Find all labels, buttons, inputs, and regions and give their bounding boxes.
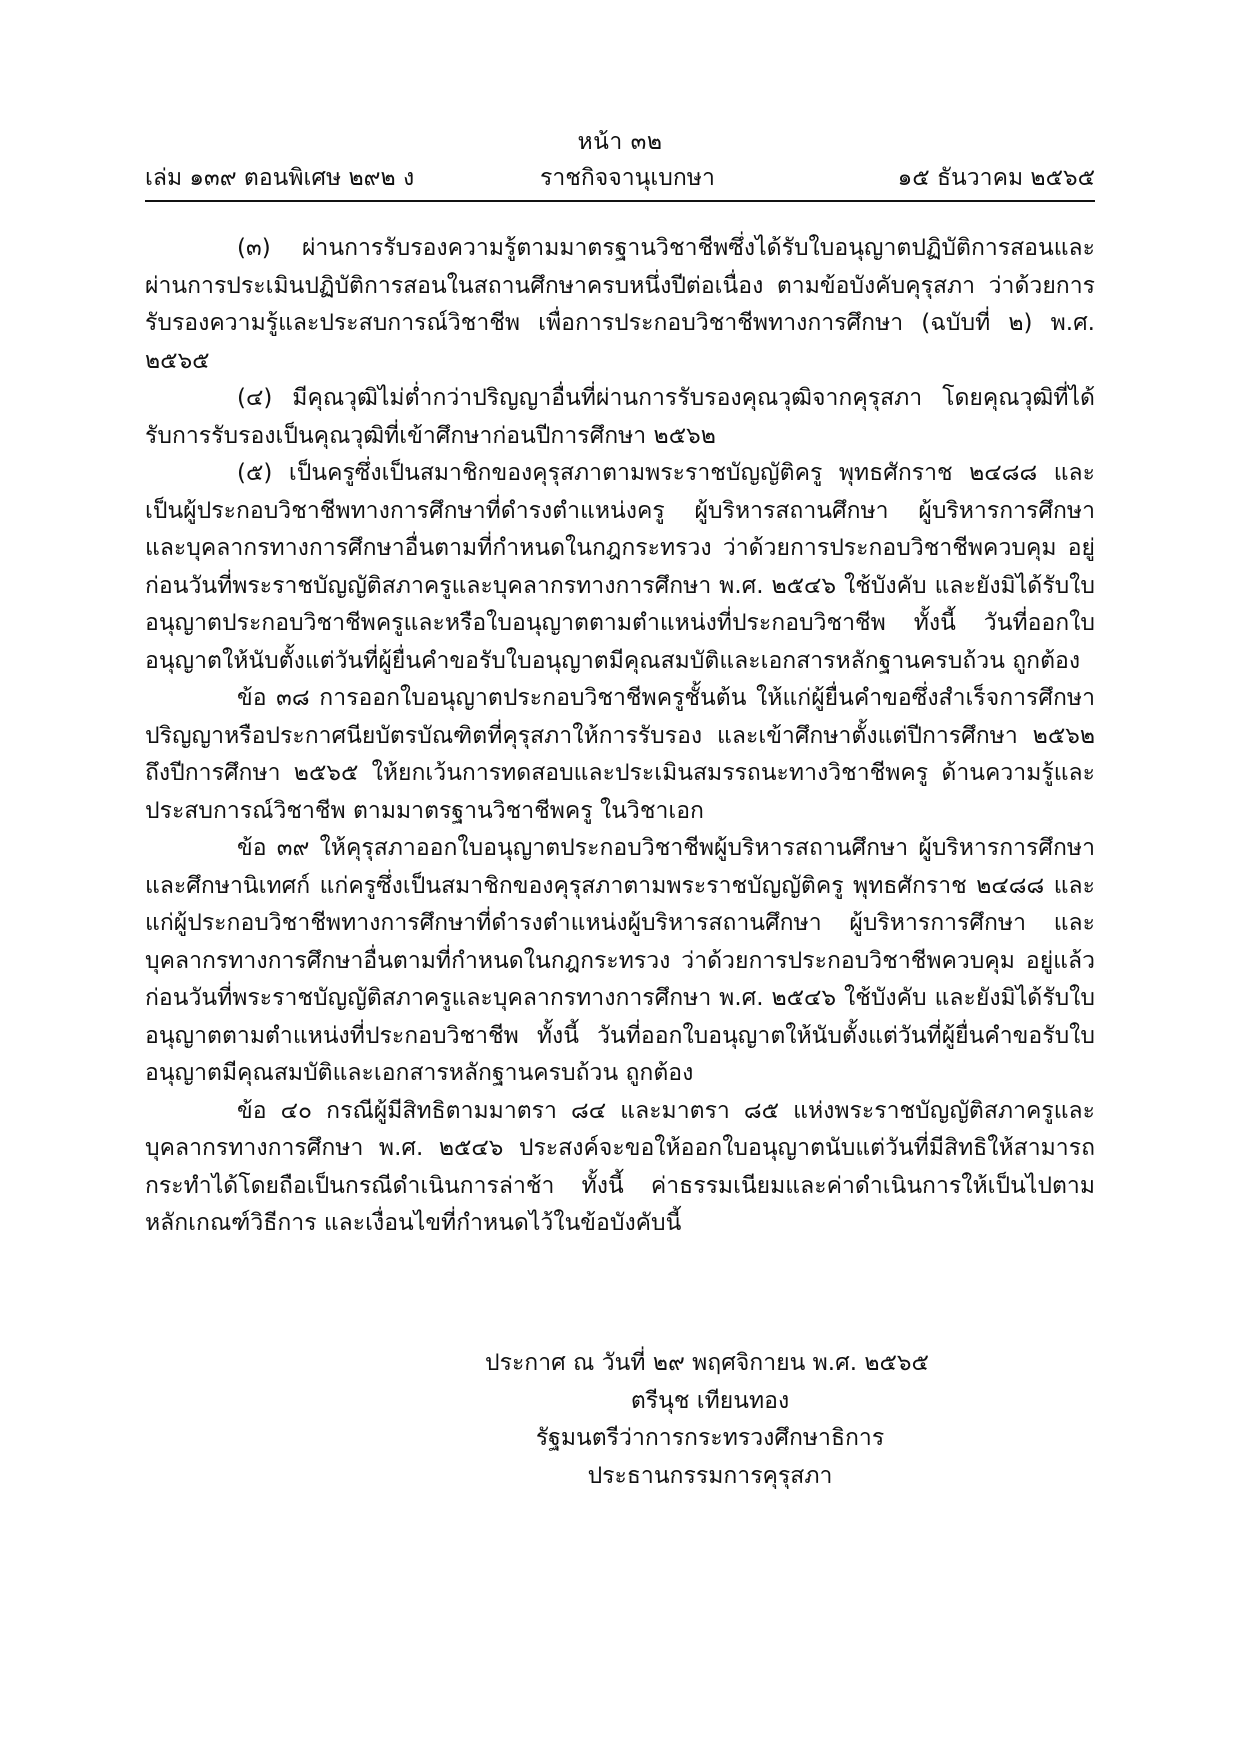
publication-name: ราชกิจจานุเบกษา — [540, 165, 715, 191]
paragraph-item-4: (๔) มีคุณวุฒิไม่ต่ำกว่าปริญญาอื่นที่ผ่านการรับรองคุณวุฒิจากคุรุสภา โดยคุณวุฒิที่ได้รับการรับรองเป็นคุณวุฒิที่เข้าศึกษาก่อนปีการศึกษา ๒๕๖๒ — [145, 385, 1095, 449]
document-body — [145, 230, 1095, 1243]
paragraph-item-5: (๕) เป็นครูซึ่งเป็นสมาชิกของคุรุสภาตามพระราชบัญญัติครู พุทธศักราช ๒๔๘๘ และเป็นผู้ประกอบวิชาชีพทางการศึกษาที่ดำรงตำแหน่งครู ผู้บริหารสถานศึกษา ผู้บริหารการศึกษา และบุคลากรทางการศึกษาอื่นตามที่กำหนดในกฎกระทรวง ว่าด้วยการประกอบวิชาชีพควบคุม อยู่ก่อนวันที่พระราชบัญญัติสภาครูและบุคลากรทางการศึกษา พ.ศ. ๒๕๔๖ ใช้บังคับ และยังมิได้รับใบอนุญาตประกอบวิชาชีพครูและหรือใบอนุญาตตามตำแหน่งที่ประกอบวิชาชีพ ทั้งนี้ วันที่ออกใบอนุญาตให้นับตั้งแต่วันที่ผู้ยื่นคำขอรับใบอนุญาตมีคุณสมบัติและเอกสารหลักฐานครบถ้วน ถูกต้อง — [145, 460, 1095, 674]
paragraph-clause-40: ข้อ ๔๐ กรณีผู้มีสิทธิตามมาตรา ๘๔ และมาตรา ๘๕ แห่งพระราชบัญญัติสภาครูและบุคลากรทางการศึกษา พ.ศ. ๒๕๔๖ ประสงค์จะขอให้ออกใบอนุญาตนับแต่วันที่มีสิทธิให้สามารถกระทำได้โดยถือเป็นกรณีดำเนินการล่าช้า ทั้งนี้ ค่าธรรมเนียมและค่าดำเนินการให้เป็นไปตามหลักเกณฑ์วิธีการ และเงื่อนไขที่กำหนดไว้ในข้อบังคับนี้ — [145, 1097, 1095, 1236]
gazette-header — [145, 128, 1095, 203]
paragraph-item-3: (๓) ผ่านการรับรองความรู้ตามมาตรฐานวิชาชีพซึ่งได้รับใบอนุญาตปฏิบัติการสอนและผ่านการประเมินปฏิบัติการสอนในสถานศึกษาครบหนึ่งปีต่อเนื่อง ตามข้อบังคับคุรุสภา ว่าด้วยการรับรองความรู้และประสบการณ์วิชาชีพ เพื่อการประกอบวิชาชีพทางการศึกษา (ฉบับที่ ๒) พ.ศ. ๒๕๖๕ — [145, 235, 1095, 374]
signer-name: ตรีนุช เทียนทอง — [630, 1387, 790, 1414]
paragraph-clause-38: ข้อ ๓๘ การออกใบอนุญาตประกอบวิชาชีพครูชั้นต้น ให้แก่ผู้ยื่นคำขอซึ่งสำเร็จการศึกษาปริญญาหรือประกาศนียบัตรบัณฑิตที่คุรุสภาให้การรับรอง และเข้าศึกษาตั้งแต่ปีการศึกษา ๒๕๖๒ ถึงปีการศึกษา ๒๕๖๕ ให้ยกเว้นการทดสอบและประเมินสมรรถนะทางวิชาชีพครู ด้านความรู้และประสบการณ์วิชาชีพ ตามมาตรฐานวิชาชีพครู ในวิชาเอก — [145, 685, 1095, 824]
paragraph-clause-39: ข้อ ๓๙ ให้คุรุสภาออกใบอนุญาตประกอบวิชาชีพผู้บริหารสถานศึกษา ผู้บริหารการศึกษา และศึกษานิเทศก์ แก่ครูซึ่งเป็นสมาชิกของคุรุสภาตามพระราชบัญญัติครู พุทธศักราช ๒๔๘๘ และแก่ผู้ประกอบวิชาชีพทางการศึกษาที่ดำรงตำแหน่งผู้บริหารสถานศึกษา ผู้บริหารการศึกษา และบุคลากรทางการศึกษาอื่นตามที่กำหนดในกฎกระทรวง ว่าด้วยการประกอบวิชาชีพควบคุม อยู่แล้วก่อนวันที่พระราชบัญญัติสภาครูและบุคลากรทางการศึกษา พ.ศ. ๒๕๔๖ ใช้บังคับ และยังมิได้รับใบอนุญาตตามตำแหน่งที่ประกอบวิชาชีพ ทั้งนี้ วันที่ออกใบอนุญาตให้นับตั้งแต่วันที่ผู้ยื่นคำขอรับใบอนุญาตมีคุณสมบัติและเอกสารหลักฐานครบถ้วน ถูกต้อง — [145, 835, 1095, 1086]
signer-role: ประธานกรรมการคุรุสภา — [587, 1462, 833, 1489]
announcement-date: ประกาศ ณ วันที่ ๒๙ พฤศจิกายน พ.ศ. ๒๕๖๕ — [485, 1350, 929, 1376]
volume-info: เล่ม ๑๓๙ ตอนพิเศษ ๒๙๒ ง — [145, 165, 415, 191]
publication-date: ๑๕ ธันวาคม ๒๕๖๕ — [897, 165, 1095, 191]
signature-block — [430, 1345, 990, 1495]
page-number: หน้า ๓๒ — [577, 129, 663, 155]
signer-position: รัฐมนตรีว่าการกระทรวงศึกษาธิการ — [535, 1425, 885, 1451]
header-divider — [145, 200, 1095, 202]
